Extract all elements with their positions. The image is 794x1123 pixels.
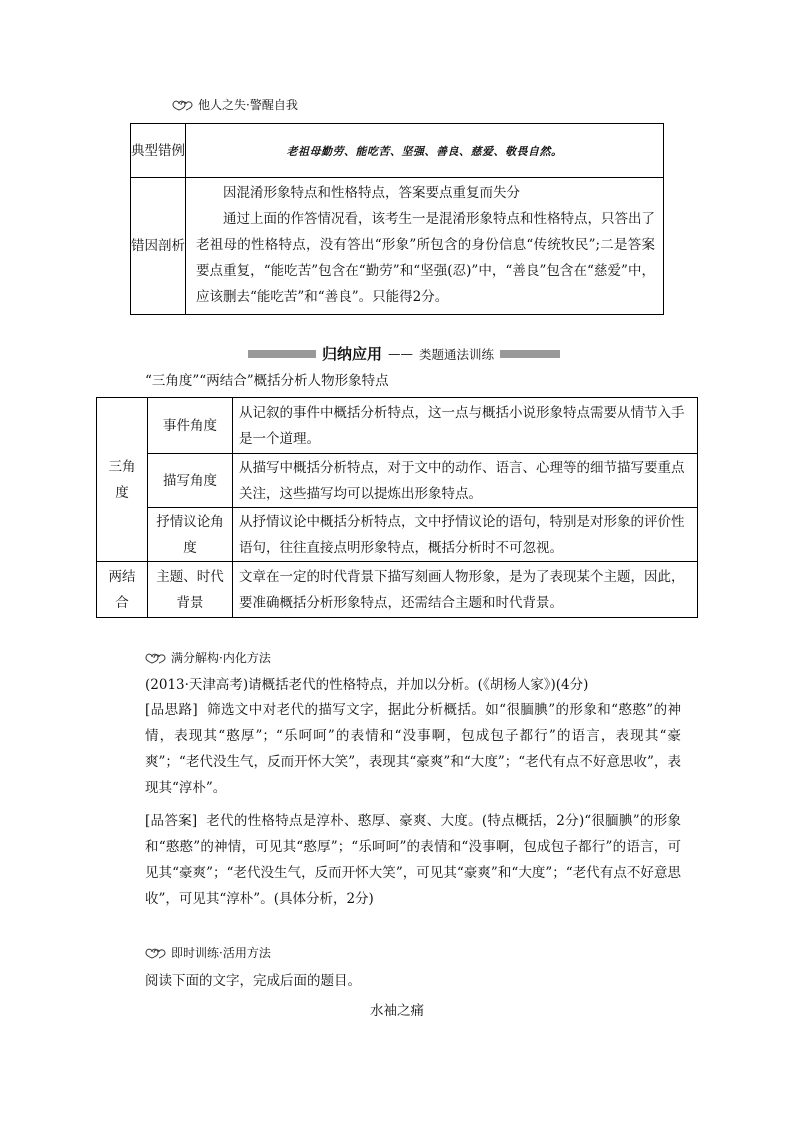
answer-paragraph bbox=[145, 808, 681, 912]
banner-subtitle: 类题通法训练 bbox=[419, 346, 495, 362]
aspect-cell: 主题、时代背景 bbox=[148, 562, 233, 618]
section-heading-text: 即时训练·活用方法 bbox=[171, 946, 271, 960]
banner-dash: —— bbox=[388, 346, 414, 361]
table-row bbox=[97, 454, 698, 508]
table-row bbox=[97, 508, 698, 562]
approach-text: 筛选文中对老代的描写文字，据此分析概括。如“很腼腆”的形象和“憨憨”的神情，表现其“憨厚”；“乐呵呵”的表情和“没事啊，包成包子都行”的语言，表现其“豪爽”；“老代没生气，反而开怀大笑”，表现其“豪爽”和“大度”；“老代有点不好意思收”，表现其“淳朴”。 bbox=[145, 702, 681, 796]
table-row bbox=[97, 562, 698, 618]
aspect-cell: 描写角度 bbox=[148, 454, 233, 508]
aspect-cell: 事件角度 bbox=[148, 398, 233, 454]
section-heading-mistakes bbox=[172, 96, 298, 113]
table-row bbox=[131, 124, 664, 178]
error-analysis-table bbox=[130, 123, 664, 315]
method-table bbox=[96, 397, 698, 618]
row-label-example: 典型错例 bbox=[131, 124, 186, 178]
section-heading-practice bbox=[145, 944, 271, 961]
section-heading-text: 满分解构·内化方法 bbox=[171, 651, 271, 665]
answer-text: 老代的性格特点是淳朴、憨厚、豪爽、大度。(特点概括，2分)“很腼腆”的形象和“憨憨”的神情，可见其“憨厚”；“乐呵呵”的表情和“没事啊，包成包子都行”的语言，可见其“豪爽”；“老代没生气，反而开怀大笑”，可见其“豪爽”和“大度”；“老代有点不好意思收”，可见其“淳朴”。(具体分析，2分) bbox=[145, 813, 681, 907]
banner-bar-left bbox=[248, 350, 316, 358]
article-title: 水袖之痛 bbox=[370, 1003, 424, 1019]
group-label-two-combinations: 两结合 bbox=[97, 562, 148, 618]
description-cell: 文章在一定的时代背景下描写刻画人物形象，是为了表现某个主题，因此，要准确概括分析形象特点，还需结合主题和时代背景。 bbox=[233, 562, 698, 618]
aspect-cell: 抒情议论角度 bbox=[148, 508, 233, 562]
heart-outline-icon bbox=[172, 99, 194, 111]
table-row bbox=[131, 178, 664, 315]
description-cell: 从记叙的事件中概括分析特点，这一点与概括小说形象特点需要从情节入手是一个道理。 bbox=[233, 398, 698, 454]
section-banner bbox=[248, 343, 560, 364]
practice-instruction: 阅读下面的文字，完成后面的题目。 bbox=[145, 973, 361, 989]
approach-label: [品思路] bbox=[145, 702, 198, 718]
example-answer-text: 老祖母勤劳、能吃苦、坚强、善良、慈爱、敬畏自然。 bbox=[186, 124, 664, 178]
exam-question: (2013·天津高考)请概括老代的性格特点，并加以分析。(《胡杨人家》)(4分) bbox=[145, 677, 589, 693]
heart-outline-icon bbox=[145, 652, 167, 664]
method-intro: “三角度”“两结合”概括分析人物形象特点 bbox=[145, 373, 389, 389]
answer-label: [品答案] bbox=[145, 813, 198, 829]
analysis-detail: 通过上面的作答情况看，该考生一是混淆形象特点和性格特点，只答出了老祖母的性格特点，没有答出“形象”所包含的身份信息“传统牧民”;二是答案要点重复，“能吃苦”包含在“勤劳”和“坚强(忍)”中，“善良”包含在“慈爱”中，应该删去“能吃苦”和“善良”。只能得2分。 bbox=[196, 211, 655, 305]
row-label-analysis: 错因剖析 bbox=[131, 178, 186, 315]
table-row bbox=[97, 398, 698, 454]
banner-title: 归纳应用 bbox=[322, 345, 383, 363]
description-cell: 从描写中概括分析特点，对于文中的动作、语言、心理等的细节描写要重点关注，这些描写均可以提炼出形象特点。 bbox=[233, 454, 698, 508]
group-label-three-angles: 三角度 bbox=[97, 398, 148, 562]
banner-bar-right bbox=[500, 350, 560, 358]
description-cell: 从抒情议论中概括分析特点，文中抒情议论的语句，特别是对形象的评价性语句，往往直接点明形象特点，概括分析时不可忽视。 bbox=[233, 508, 698, 562]
approach-paragraph bbox=[145, 697, 681, 801]
heart-outline-icon bbox=[145, 947, 167, 959]
section-heading-text: 他人之失·警醒自我 bbox=[198, 98, 298, 112]
section-heading-method bbox=[145, 649, 271, 666]
analysis-summary: 因混淆形象特点和性格特点，答案要点重复而失分 bbox=[223, 185, 520, 201]
